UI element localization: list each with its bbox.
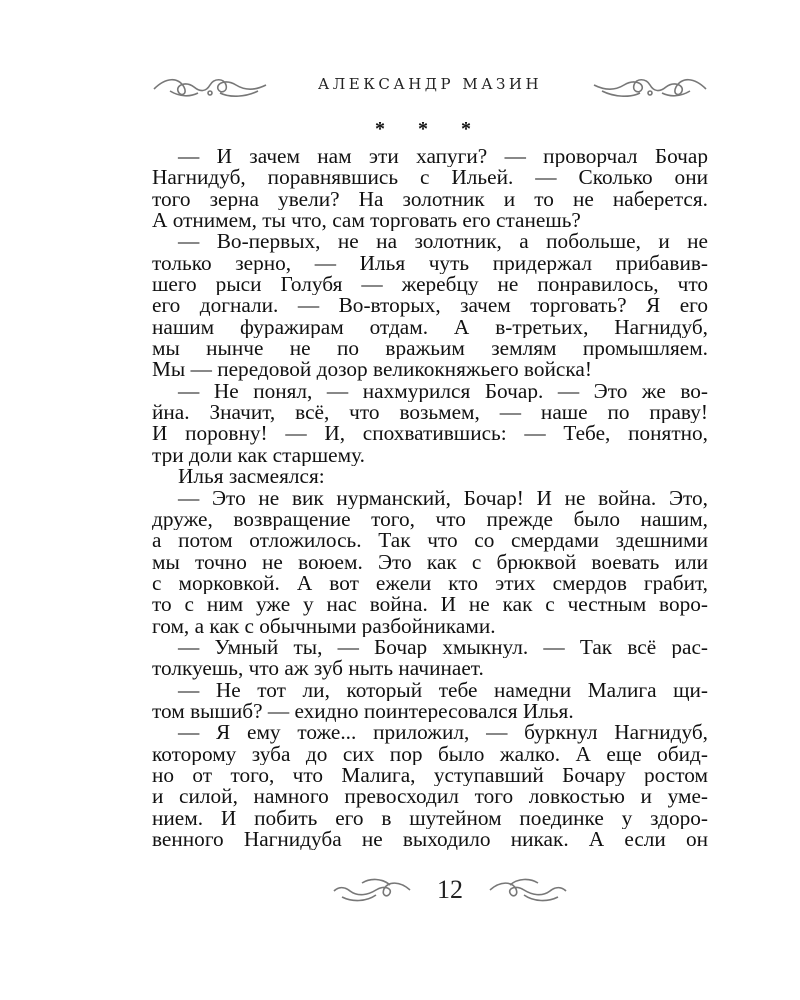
text-line: Нагнидуб, поравнявшись с Ильей. — Сколько они [152,167,708,189]
body-text [152,146,708,850]
text-line: йна. Значит, всё, что возьмем, — наше по праву! [152,402,708,424]
flourish-left-icon [150,67,270,101]
text-line: но от того, что Малига, уступавший Бочару ростом [152,764,708,787]
text-line: Мы — передовой дозор великокняжьего войска! [152,359,592,381]
page-footer [330,868,570,912]
text-line: — Я ему тоже... приложил, — буркнул Нагнидуб, [178,722,708,744]
page-number: 12 [437,875,463,904]
text-line: три доли как старшему. [152,444,365,467]
text-line: то с ним уже у нас война. И не как с честным воро- [152,594,708,616]
author-name: АЛЕКСАНДР МАЗИН [317,75,543,93]
text-line: мы нынче не по вражьим землям промышляем. [152,338,708,360]
text-line: — Не тот ли, который тебе намедни Малига щи- [178,679,708,701]
text-line: шего рыси Голубя — жеребцу не понравилось, что [152,274,708,296]
text-line: только зерно, — Илья чуть придержал прибавив- [152,252,708,275]
text-line: — И зачем нам эти хапуги? — проворчал Бочар [178,146,708,168]
text-line: друже, возвращение того, что прежде было нашим, [152,508,708,531]
text-line: — Не понял, — нахмурился Бочар. — Это же во- [178,380,708,403]
text-line: том вышиб? — ехидно поинтересовался Илья. [152,700,574,723]
text-line: гом, а как с обычными разбойниками. [152,615,496,637]
text-line: И поровну! — И, спохватившись: — Тебе, понятно, [152,423,708,445]
text-line: и силой, намного превосходил того ловкостью и уме- [152,786,708,808]
text-line: того зерна увели? На золотник и то не наберется. [152,188,708,211]
text-line: его догнали. — Во-вторых, зачем торговать? Я его [152,295,708,317]
footer-flourish-left-icon [330,875,414,905]
text-line: — Во-первых, не на золотник, а побольше, и не [178,231,708,253]
footer-flourish-right-icon [486,875,570,905]
text-line: которому зуба до сих пор было жалко. А еще обид- [152,743,708,765]
text-line: — Умный ты, — Бочар хмыкнул. — Так всё рас- [178,636,708,659]
text-line: — Это не вик нурманский, Бочар! И не война. Это, [178,487,708,509]
text-line: А отнимем, ты что, сам торговать его станешь? [152,210,581,232]
text-line: нашим фуражирам отдам. А в-третьих, Нагнидуб, [152,316,708,339]
text-line: толкуешь, что аж зуб ныть начинает. [152,658,484,680]
text-line: а потом отложилось. Так что со смердами здешними [152,530,708,552]
text-line: нием. И побить его в шутейном поединке у здоро- [152,807,708,829]
text-line: венного Нагнидуба не выходило никак. А если он [152,829,708,851]
text-line: Илья засмеялся: [178,466,325,488]
section-break: * * * [375,118,485,140]
text-line: с морковкой. А вот ежели кто этих смердов грабит, [152,572,708,595]
text-line: мы точно не воюем. Это как с брюквой воевать или [152,551,708,573]
running-header [150,64,710,104]
flourish-right-icon [590,67,710,101]
